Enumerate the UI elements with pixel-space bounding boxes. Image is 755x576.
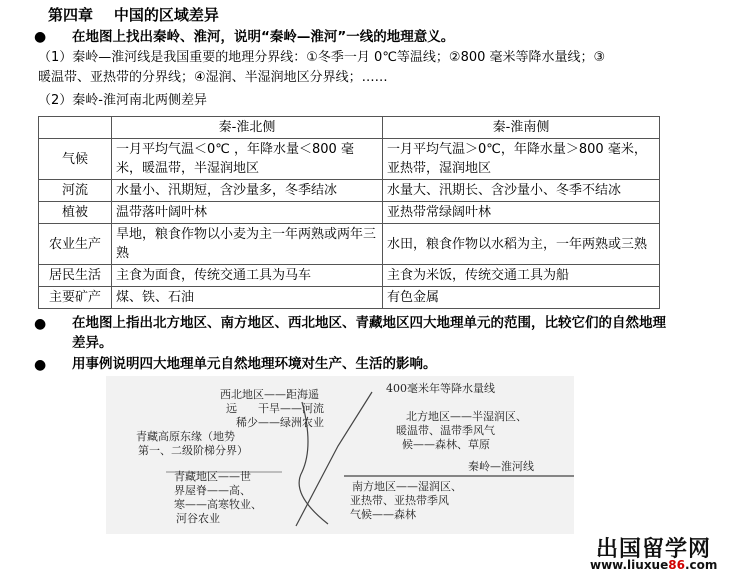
row-label: 植被: [39, 202, 112, 224]
label-tibet-1: 青藏地区——世: [174, 470, 251, 483]
table-row: [39, 139, 660, 180]
bullet-marker: ●: [34, 316, 47, 332]
label-north-1: 北方地区——半湿润区、: [406, 410, 527, 423]
table-row: [39, 287, 660, 309]
cell-south: 一月平均气温＞0℃，年降水量＞800 毫米，亚热带，湿润地区: [383, 139, 660, 180]
table-row: [39, 265, 660, 287]
cell-south: 水田，粮食作物以水稻为主，一年两熟或三熟: [383, 224, 660, 265]
label-tibet-3: 寒——高寒牧业、: [174, 498, 262, 511]
bullet-text-2: 在地图上指出北方地区、南方地区、西北地区、青藏地区四大地理单元的范围，比较它们的自然地理差异。: [72, 315, 666, 351]
comparison-table: [38, 116, 660, 309]
label-tibet-2: 界屋脊——高、: [174, 484, 251, 497]
label-northwest-1: 西北地区——距海遥: [220, 388, 319, 401]
table-header-blank: [39, 117, 112, 139]
row-label: 主要矿产: [39, 287, 112, 309]
watermark-url: [590, 558, 717, 572]
table-header-north: 秦-淮北侧: [112, 117, 383, 139]
cell-north: 温带落叶阔叶林: [112, 202, 383, 224]
para-boundary-line2: 暖温带、亚热带的分界线；④湿润、半湿润地区分界线；……: [38, 70, 388, 85]
cell-north: 主食为面食，传统交通工具为马车: [112, 265, 383, 287]
label-tibet-edge-1: 青藏高原东缘（地势: [136, 430, 235, 443]
label-north-3: 候——森林、草原: [402, 438, 490, 451]
label-north-2: 暖温带、温带季风气: [396, 424, 495, 437]
chapter-number: 第四章: [48, 6, 94, 24]
cell-south: 主食为米饭，传统交通工具为船: [383, 265, 660, 287]
row-label: 居民生活: [39, 265, 112, 287]
watermark-url-a: www.liuxue: [590, 558, 669, 572]
cell-north: 煤、铁、石油: [112, 287, 383, 309]
region-sketch-map: [106, 376, 574, 534]
table-row: [39, 224, 660, 265]
watermark-url-c: .com: [684, 558, 718, 572]
label-south-1: 南方地区——湿润区、: [352, 480, 462, 493]
label-isohyet: 400毫米年等降水量线: [386, 382, 495, 395]
watermark-url-b: 86: [668, 558, 685, 572]
label-northwest-2: 远 干旱——河流: [226, 402, 324, 415]
row-label: 气候: [39, 139, 112, 180]
cell-north: 水量小、汛期短，含沙量多，冬季结冰: [112, 180, 383, 202]
table-header-south: 秦-淮南侧: [383, 117, 660, 139]
bullet-marker: ●: [34, 29, 47, 45]
row-label: 农业生产: [39, 224, 112, 265]
table-header-row: [39, 117, 660, 139]
label-south-2: 亚热带、亚热带季风: [350, 494, 449, 507]
label-northwest-3: 稀少——绿洲农业: [236, 416, 324, 429]
label-tibet-edge-2: 第一、二级阶梯分界）: [138, 444, 248, 457]
cell-north: 一月平均气温＜0℃ ，年降水量＜800 毫米，暖温带，半湿润地区: [112, 139, 383, 180]
label-south-3: 气候——森林: [350, 508, 416, 521]
bullet-text-3: 用事例说明四大地理单元自然地理环境对生产、生活的影响。: [72, 356, 437, 372]
bullet-marker: ●: [34, 357, 47, 373]
chapter-name: 中国的区域差异: [113, 6, 219, 24]
cell-south: 有色金属: [383, 287, 660, 309]
watermark-title: 出国留学网: [596, 537, 712, 562]
cell-north: 旱地，粮食作物以小麦为主一年两熟或两年三熟: [112, 224, 383, 265]
row-label: 河流: [39, 180, 112, 202]
table-row: [39, 180, 660, 202]
para-boundary-line1: （1）秦岭—淮河线是我国重要的地理分界线：①冬季一月 0℃等温线；②800 毫米等降水量线；③: [38, 50, 606, 65]
cell-south: 亚热带常绿阔叶林: [383, 202, 660, 224]
bullet-text-1: 在地图上找出秦岭、淮河，说明“秦岭—淮河”一线的地理意义。: [72, 29, 455, 45]
chapter-title: [48, 4, 219, 25]
label-qinling-huaihe: 秦岭—淮河线: [468, 460, 534, 473]
table-row: [39, 202, 660, 224]
label-tibet-4: 河谷农业: [176, 512, 220, 525]
cell-south: 水量大、汛期长、含沙量小、冬季不结冰: [383, 180, 660, 202]
para-diff-heading: （2）秦岭-淮河南北两侧差异: [38, 93, 207, 108]
